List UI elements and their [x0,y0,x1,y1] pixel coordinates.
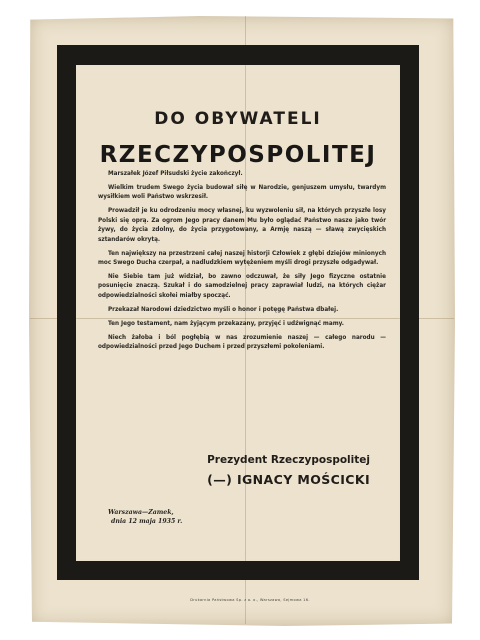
paragraph-6: Przekazał Narodowi dziedzictwo myśli o honor i potęgę Państwa dbałej. [108,306,339,313]
printer-imprint: Drukarnia Państwowa Sp. z o. o., Warszawa, Sejmowa 16. [190,598,310,602]
paragraph-2: Wielkim trudem Swego życia budował siłę w Narodzie, genjuszem umysłu, twardym wysiłkiem woli Państwo wskrzesił. [98,185,386,201]
paragraph-8: Niech żałoba i ból pogłębią w nas zrozumienie naszej — całego narodu — odpowiedzialności przed Jego Duchem i przed przyszłemi pokoleniami. [98,334,386,351]
paragraph-3: Prowadził je ku odrodzeniu mocy własnej, ku wyzwoleniu sił, na których przyszłe losy Polski się oprą. Za ogrom Jego pracy danem Mu było oglądać Państwo nasze jako twór żywy, do życia zdolny, do życia przygotowany, a Armję naszą — sławą zwycięskich sztandarów okrytą. [98,208,386,243]
paragraph-5: Nie Siebie tam już widział, bo zawno odczuwał, że siły Jego fizyczne ostatnie posunięcie znaczą. Szukał i do samodzielnej pracy zaprawiał ludzi, na których ciężar odpowiedzialności skołei miałby spocząć. [98,274,386,299]
proclamation-body [98,170,386,357]
title-line-1: DO OBYWATELI [154,109,322,129]
place-and-date [108,508,248,526]
place-line: Warszawa—Zamek, [108,509,174,516]
signature-name: (—) IGNACY MOŚCICKI [207,472,370,487]
paragraph-1: Marszałek Józef Piłsudski życie zakończył. [108,171,243,177]
signature-role: Prezydent Rzeczypospolitej [207,454,370,466]
paragraph-7: Ten Jego testament, nam żyjącym przekazany, przyjęć i udźwignąć mamy. [108,320,344,327]
title-line-2: RZECZYPOSPOLITEJ [99,142,377,168]
paragraph-4: Ten największy na przestrzeni całej naszej historji Człowiek z głębi dziejów minionych moc Swego Ducha czerpał, a nadludzkiem wytężeniem myśli drogi przyszłe odgadywał. [98,250,386,267]
date-line: dnia 12 maja 1935 r. [111,518,183,525]
